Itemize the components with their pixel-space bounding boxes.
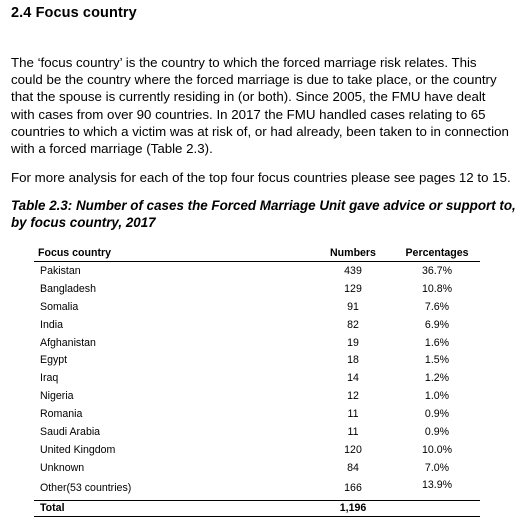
- total-number-cell: 1,196: [312, 500, 394, 516]
- percentage-cell: 7.6%: [424, 300, 450, 313]
- number-cell: 82: [347, 318, 359, 331]
- percentage-cell: 13.9%: [421, 478, 453, 491]
- total-percentage-cell: [394, 500, 480, 516]
- country-cell: Pakistan: [40, 264, 81, 277]
- focus-country-table-container: [34, 245, 480, 517]
- percentage-cell: 7.0%: [424, 461, 450, 474]
- country-cell: Bangladesh: [40, 282, 96, 295]
- country-cell: Saudi Arabia: [40, 425, 101, 438]
- column-header-percentages: Percentages: [394, 245, 480, 262]
- number-cell: 439: [344, 264, 362, 277]
- table-caption: Table 2.3: Number of cases the Forced Marriage Unit gave advice or support to, by focus country, 2017: [11, 198, 516, 230]
- country-cell: Romania: [40, 408, 83, 421]
- number-cell: 166: [344, 482, 362, 495]
- intro-paragraph: The ‘focus country’ is the country to which the forced marriage risk relates. This could be the country where the forced marriage is due to take place, or the country that the spouse is currently residing in (or both). Since 2005, the FMU have dealt with cases from over 90 countries. In 2017 the FMU handled cases relating to 65 countries to which a victim was at risk of, or had already, been taken to in connection with a forced marriage (Table 2.3).: [11, 55, 509, 157]
- percentage-cell: 36.7%: [421, 264, 453, 277]
- table-row: [34, 477, 480, 501]
- table-row: [34, 334, 480, 352]
- table-row: [34, 262, 480, 280]
- column-header-numbers: Numbers: [312, 245, 394, 262]
- country-cell: Somalia: [40, 300, 79, 313]
- number-cell: 91: [347, 300, 359, 313]
- percentage-cell: 10.0%: [421, 443, 453, 456]
- number-cell: 11: [347, 425, 359, 438]
- table-row: [34, 316, 480, 334]
- number-cell: 129: [344, 282, 362, 295]
- analysis-note-paragraph: For more analysis for each of the top four focus countries please see pages 12 to 15.: [11, 170, 511, 185]
- country-cell: Unknown: [40, 461, 85, 474]
- percentage-cell: 6.9%: [424, 318, 450, 331]
- percentage-cell: 1.2%: [424, 372, 450, 385]
- country-cell: Egypt: [40, 354, 68, 367]
- country-cell: Other(53 countries): [40, 482, 132, 495]
- percentage-cell: 0.9%: [424, 408, 450, 421]
- total-label-cell: Total: [34, 500, 312, 516]
- percentage-cell: 0.9%: [424, 425, 450, 438]
- number-cell: 84: [347, 461, 359, 474]
- country-cell: Iraq: [40, 372, 59, 385]
- table-row: [34, 387, 480, 405]
- table-total-row: [34, 500, 480, 516]
- table-header-row: [34, 245, 480, 262]
- number-cell: 120: [344, 443, 362, 456]
- number-cell: 12: [347, 390, 359, 403]
- table-row: [34, 441, 480, 459]
- percentage-cell: 1.6%: [424, 336, 450, 349]
- table-row: [34, 369, 480, 387]
- number-cell: 18: [347, 354, 359, 367]
- number-cell: 11: [347, 408, 359, 421]
- focus-country-table: [34, 245, 480, 517]
- number-cell: 19: [347, 336, 359, 349]
- section-heading: 2.4 Focus country: [11, 5, 137, 21]
- table-row: [34, 405, 480, 423]
- column-header-focus-country: Focus country: [34, 245, 312, 262]
- country-cell: Afghanistan: [40, 336, 96, 349]
- table-row: [34, 298, 480, 316]
- table-row: [34, 351, 480, 369]
- table-row: [34, 423, 480, 441]
- percentage-cell: 10.8%: [421, 282, 453, 295]
- country-cell: United Kingdom: [40, 443, 116, 456]
- country-cell: India: [40, 318, 63, 331]
- table-row: [34, 459, 480, 477]
- number-cell: 14: [347, 372, 359, 385]
- country-cell: Nigeria: [40, 390, 74, 403]
- percentage-cell: 1.0%: [424, 390, 450, 403]
- table-row: [34, 280, 480, 298]
- percentage-cell: 1.5%: [424, 354, 450, 367]
